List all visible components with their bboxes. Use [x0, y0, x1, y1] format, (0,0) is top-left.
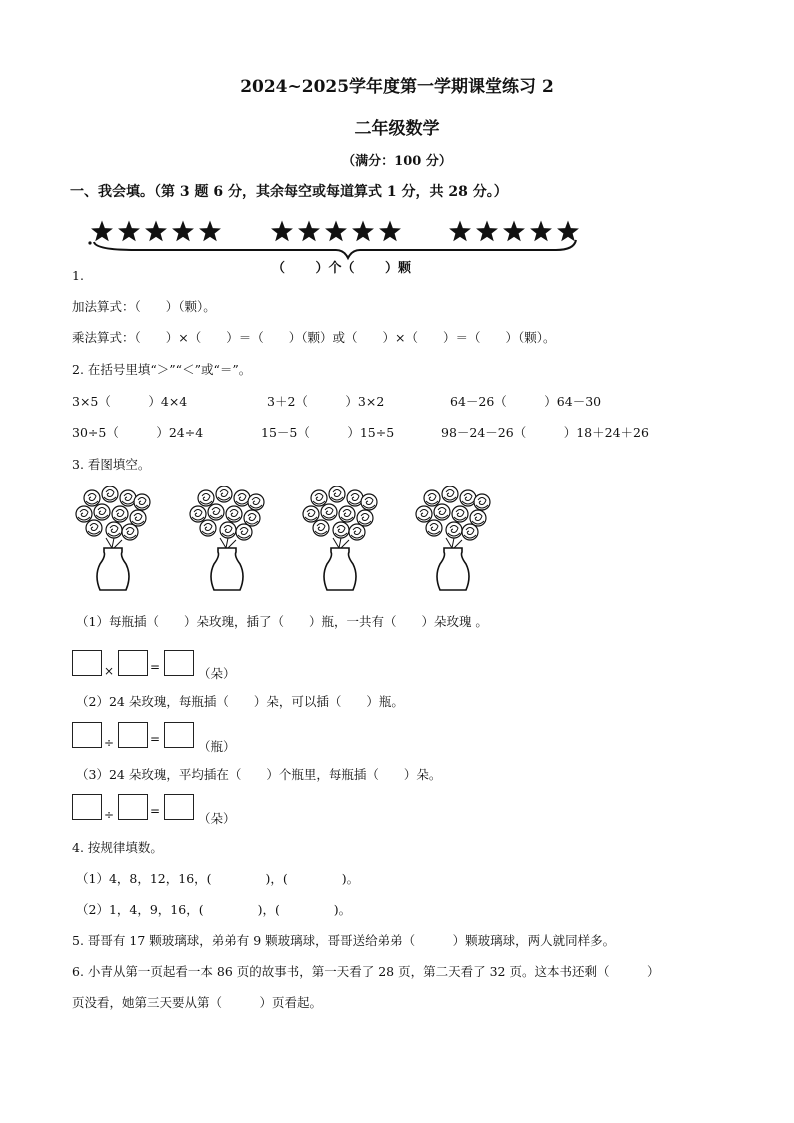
q4-part2: （2）1，4，9，16，( )，( )。 — [76, 902, 352, 917]
star-icon — [145, 221, 167, 242]
q3-eq1-box-c[interactable] — [164, 650, 194, 676]
q3-eq2-equals: = — [150, 732, 161, 746]
q5-text: 5. 哥哥有 17 颗玻璃球，弟弟有 9 颗玻璃球，哥哥送给弟弟（ ）颗玻璃球，两人就同样多。 — [72, 933, 616, 948]
star-icon — [172, 221, 194, 242]
q3-eq3-operator: ÷ — [104, 808, 115, 822]
q3-eq3-box-c[interactable] — [164, 794, 194, 820]
q3-prompt: 3. 看图填空。 — [72, 457, 151, 472]
q1-multiplication: 乘法算式：（ ）×（ ）＝（ ）（颗）或（ ）×（ ）＝（ ）（颗）。 — [72, 330, 556, 345]
q3-eq2-box-b[interactable] — [118, 722, 148, 748]
star-icon — [91, 221, 113, 242]
star-icon — [325, 221, 347, 242]
q3-part3: （3）24 朵玫瑰，平均插在（ ）个瓶里，每瓶插（ ）朵。 — [76, 767, 442, 782]
q2-cell-2-2: 15－5（ ）15÷5 — [261, 425, 395, 440]
q3-eq1-operator: × — [104, 664, 115, 678]
q3-eq2-box-c[interactable] — [164, 722, 194, 748]
star-icon — [271, 221, 293, 242]
q3-part1: （1）每瓶插（ ）朵玫瑰，插了（ ）瓶，一共有（ ）朵玫瑰 。 — [76, 614, 488, 629]
brace — [94, 240, 576, 258]
exam-title: 2024~2025学年度第一学期课堂练习 2 — [240, 77, 554, 97]
q3-eq1-box-a[interactable] — [72, 650, 102, 676]
vase-1 — [76, 486, 150, 590]
leading-dot — [88, 241, 91, 244]
q3-eq3-box-b[interactable] — [118, 794, 148, 820]
star-icon — [476, 221, 498, 242]
q2-cell-1-1: 3×5（ ）4×4 — [72, 394, 188, 409]
q3-eq3-equals: = — [150, 804, 161, 818]
star-icon — [449, 221, 471, 242]
brace-label: （ ）个（ ）颗 — [272, 261, 412, 276]
star-icon — [352, 221, 374, 242]
q3-eq3-box-a[interactable] — [72, 794, 102, 820]
star-icon — [199, 221, 221, 242]
q1-number: 1. — [72, 268, 84, 283]
q2-cell-1-3: 64－26（ ）64－30 — [450, 394, 602, 409]
star-icon — [557, 221, 579, 242]
star-icon — [503, 221, 525, 242]
exam-score: （满分：100 分） — [342, 154, 452, 169]
section-heading: 一、我会填。（第 3 题 6 分，其余每空或每道算式 1 分，共 28 分。） — [70, 184, 508, 200]
rose-vases-figure — [70, 486, 520, 594]
q2-cell-1-2: 3＋2（ ）3×2 — [267, 394, 385, 409]
q3-eq3-unit: （朵） — [198, 811, 236, 826]
q1-addition: 加法算式：（ ）（颗）。 — [72, 299, 216, 314]
q2-cell-2-1: 30÷5（ ）24÷4 — [72, 425, 204, 440]
star-icon — [530, 221, 552, 242]
q3-eq1-equals: = — [150, 660, 161, 674]
exam-subject: 二年级数学 — [354, 119, 440, 139]
q4-prompt: 4. 按规律填数。 — [72, 840, 163, 855]
vase-3 — [303, 486, 377, 590]
q2-cell-2-3: 98－24－26（ ）18＋24＋26 — [441, 425, 649, 440]
star-icon — [298, 221, 320, 242]
vase-2 — [190, 486, 264, 590]
q6-line1: 6. 小青从第一页起看一本 86 页的故事书，第一天看了 28 页，第二天看了 32 页。这本书还剩（ ） — [72, 964, 660, 979]
q3-part2: （2）24 朵玫瑰，每瓶插（ ）朵，可以插（ ）瓶。 — [76, 694, 404, 709]
q3-eq1-unit: （朵） — [198, 666, 236, 681]
q2-prompt: 2. 在括号里填“＞”“＜”或“＝”。 — [72, 362, 252, 377]
q3-eq2-operator: ÷ — [104, 736, 115, 750]
q6-line2: 页没看，她第三天要从第（ ）页看起。 — [72, 995, 323, 1010]
star-layer — [91, 221, 579, 242]
q3-eq2-unit: （瓶） — [198, 739, 236, 754]
star-icon — [379, 221, 401, 242]
vase-4 — [416, 486, 490, 590]
star-icon — [118, 221, 140, 242]
q4-part1: （1）4，8，12，16，( )，( )。 — [76, 871, 360, 886]
q3-eq1-box-b[interactable] — [118, 650, 148, 676]
q3-eq2-box-a[interactable] — [72, 722, 102, 748]
